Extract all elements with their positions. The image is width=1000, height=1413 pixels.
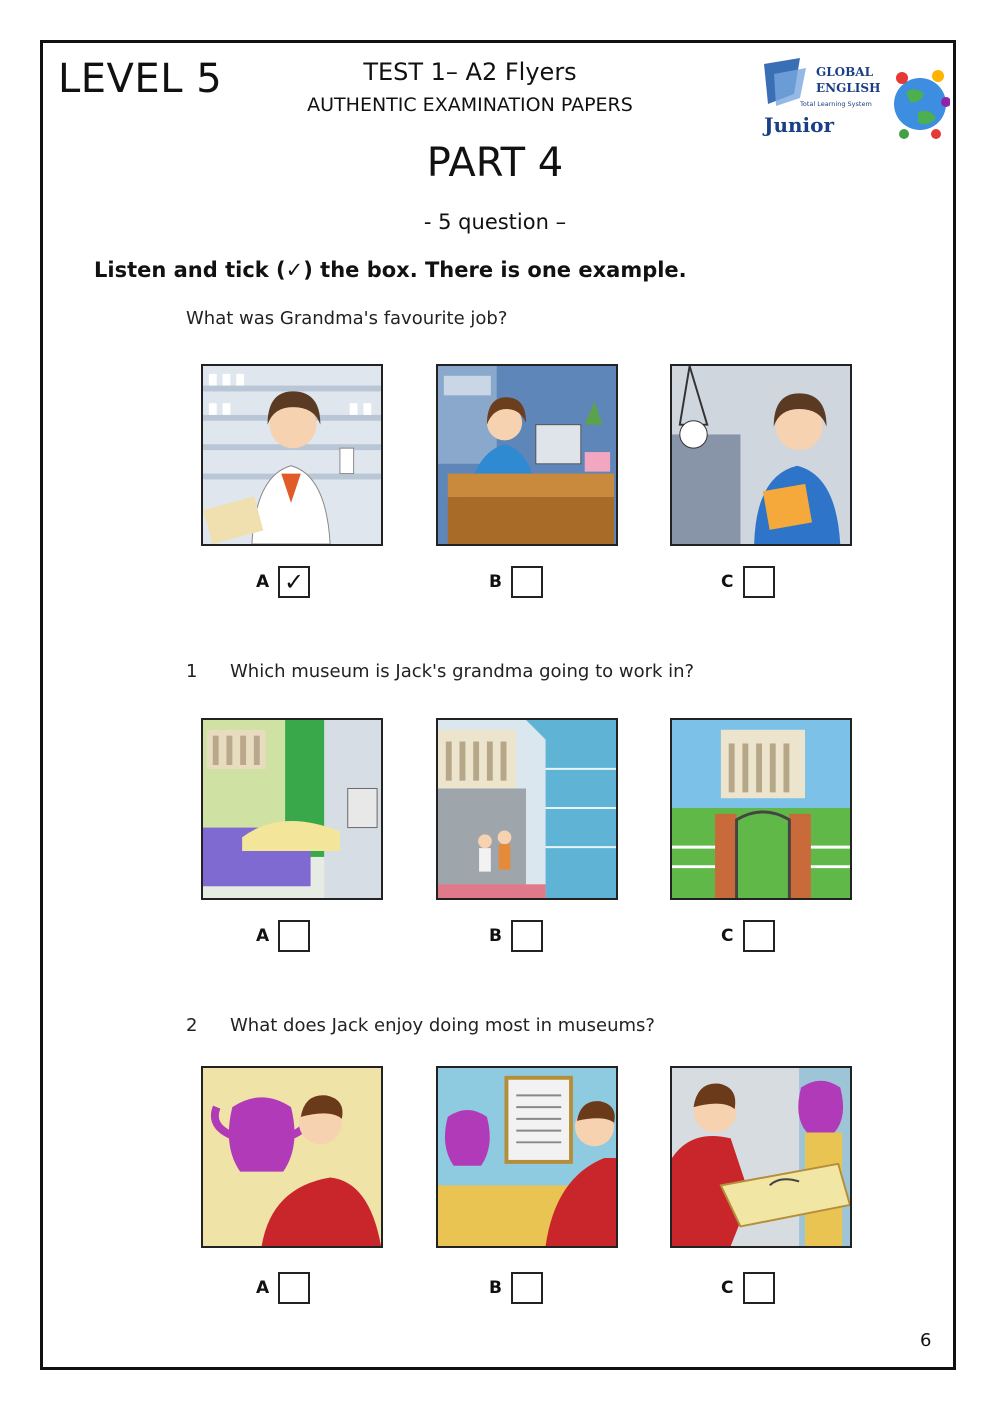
instruction-text: Listen and tick (✓) the box. There is one example. bbox=[94, 258, 687, 282]
logo-tagline-text: Total Learning System bbox=[800, 100, 872, 108]
level-label: LEVEL 5 bbox=[58, 56, 223, 102]
option-letter: A bbox=[256, 926, 270, 946]
tick-box[interactable] bbox=[278, 1272, 310, 1304]
logo-junior-text: Junior bbox=[764, 113, 835, 137]
tick-box[interactable] bbox=[511, 920, 543, 952]
reading-sign-picture bbox=[436, 1066, 618, 1248]
drawing-vase-picture bbox=[670, 1066, 852, 1248]
logo-graphic bbox=[760, 54, 950, 144]
q2-option-c[interactable] bbox=[721, 1272, 775, 1304]
logo-english-text: ENGLISH bbox=[816, 81, 881, 95]
example-question bbox=[186, 308, 507, 329]
tick-box[interactable] bbox=[278, 920, 310, 952]
tick-box[interactable]: ✓ bbox=[278, 566, 310, 598]
question-number: 1 bbox=[186, 661, 198, 682]
gated-museum-picture bbox=[670, 718, 852, 900]
q1-option-a[interactable] bbox=[256, 920, 310, 952]
holding-vase-picture bbox=[201, 1066, 383, 1248]
option-letter: B bbox=[489, 572, 502, 592]
tick-box[interactable] bbox=[743, 566, 775, 598]
global-english-junior-logo bbox=[760, 54, 950, 144]
logo-global-text: GLOBAL bbox=[816, 65, 874, 79]
tick-box[interactable] bbox=[743, 920, 775, 952]
q2-option-a[interactable] bbox=[256, 1272, 310, 1304]
nurse-picture bbox=[670, 364, 852, 546]
page-number: 6 bbox=[920, 1330, 932, 1351]
question-text: What does Jack enjoy doing most in museums? bbox=[230, 1015, 655, 1036]
question-2 bbox=[186, 1015, 655, 1036]
test-subtitle: AUTHENTIC EXAMINATION PAPERS bbox=[307, 94, 633, 116]
example-option-c[interactable] bbox=[721, 566, 775, 598]
option-letter: B bbox=[489, 926, 502, 946]
tick-box[interactable] bbox=[743, 1272, 775, 1304]
pharmacist-picture bbox=[201, 364, 383, 546]
q1-option-c[interactable] bbox=[721, 920, 775, 952]
tick-box[interactable] bbox=[511, 1272, 543, 1304]
option-letter: C bbox=[721, 926, 734, 946]
q2-option-b[interactable] bbox=[489, 1272, 543, 1304]
part-title: PART 4 bbox=[426, 140, 564, 186]
q1-option-b[interactable] bbox=[489, 920, 543, 952]
example-option-b[interactable] bbox=[489, 566, 543, 598]
globe-icon bbox=[894, 70, 950, 139]
test-title: TEST 1– A2 Flyers bbox=[363, 58, 577, 86]
option-letter: A bbox=[256, 1278, 270, 1298]
hospital-museum-picture bbox=[201, 718, 383, 900]
tick-box[interactable] bbox=[511, 566, 543, 598]
modern-building-museum-picture bbox=[436, 718, 618, 900]
option-letter: C bbox=[721, 1278, 734, 1298]
question-text: What was Grandma's favourite job? bbox=[186, 308, 508, 329]
question-1 bbox=[186, 661, 694, 682]
option-letter: C bbox=[721, 572, 734, 592]
question-number: 2 bbox=[186, 1015, 198, 1036]
question-text: Which museum is Jack's grandma going to work in? bbox=[230, 661, 695, 682]
question-count: - 5 question – bbox=[423, 210, 567, 234]
office-worker-picture bbox=[436, 364, 618, 546]
example-option-a[interactable] bbox=[256, 566, 310, 598]
option-letter: A bbox=[256, 572, 270, 592]
option-letter: B bbox=[489, 1278, 502, 1298]
